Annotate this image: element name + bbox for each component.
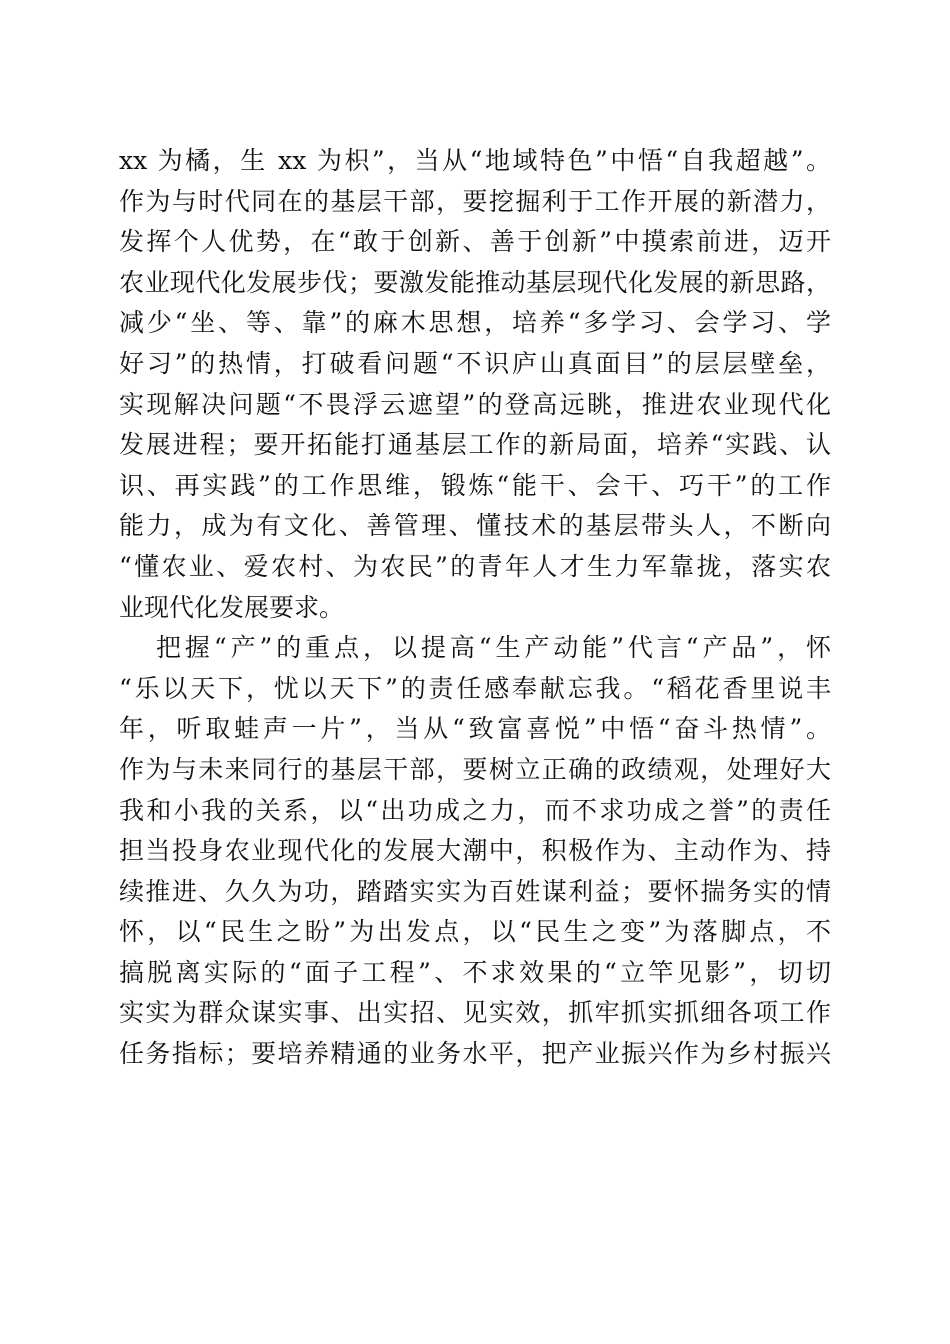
text-line: 减少“坐、等、靠”的麻木思想，培养“多学习、会学习、学	[119, 308, 831, 338]
text-line: “懂农业、爱农村、为农民”的青年人才生力军靠拢，落实农	[119, 551, 831, 581]
text-line: 作为与未来同行的基层干部，要树立正确的政绩观，处理好大	[119, 754, 831, 784]
text-line: 发挥个人优势，在“敢于创新、善于创新”中摸索前进，迈开	[119, 227, 831, 257]
text-line: 怀，以“民生之盼”为出发点，以“民生之变”为落脚点，不	[119, 917, 831, 947]
text-line: 识、再实践”的工作思维，锻炼“能干、会干、巧干”的工作	[119, 470, 831, 500]
text-line: 续推进、久久为功，踏踏实实为百姓谋利益；要怀揣务实的情	[119, 876, 831, 906]
text-line: 我和小我的关系，以“出功成之力，而不求功成之誉”的责任	[119, 795, 831, 825]
text-line: “乐以天下，忧以天下”的责任感奉献忘我。“稻花香里说丰	[119, 673, 831, 703]
body-text	[119, 141, 831, 1075]
paragraph-2	[119, 628, 831, 1075]
text-line: 能力，成为有文化、善管理、懂技术的基层带头人，不断向	[119, 511, 831, 541]
text-line: 年，听取蛙声一片”，当从“致富喜悦”中悟“奋斗热情”。	[119, 714, 831, 744]
text-line: 担当投身农业现代化的发展大潮中，积极作为、主动作为、持	[119, 836, 831, 866]
text-line: 农业现代化发展步伐；要激发能推动基层现代化发展的新思路，	[119, 267, 831, 297]
text-line: 搞脱离实际的“面子工程”、不求效果的“立竿见影”，切切	[119, 957, 831, 987]
text-line: 实现解决问题“不畏浮云遮望”的登高远眺，推进农业现代化	[119, 389, 831, 419]
paragraph-1	[119, 141, 831, 628]
text-line: 发展进程；要开拓能打通基层工作的新局面，培养“实践、认	[119, 430, 831, 460]
text-line: 好习”的热情，打破看问题“不识庐山真面目”的层层壁垒，	[119, 348, 831, 378]
text-line: 把握“产”的重点，以提高“生产动能”代言“产品”，怀	[156, 633, 831, 663]
text-line: 作为与时代同在的基层干部，要挖掘利于工作开展的新潜力，	[119, 186, 831, 216]
text-line: 业现代化发展要求。	[119, 592, 345, 622]
text-line: xx 为橘，生 xx 为枳”，当从“地域特色”中悟“自我超越”。	[119, 146, 831, 175]
text-line: 任务指标；要培养精通的业务水平，把产业振兴作为乡村振兴	[119, 1039, 831, 1069]
text-line: 实实为群众谋实事、出实招、见实效，抓牢抓实抓细各项工作	[119, 998, 831, 1028]
